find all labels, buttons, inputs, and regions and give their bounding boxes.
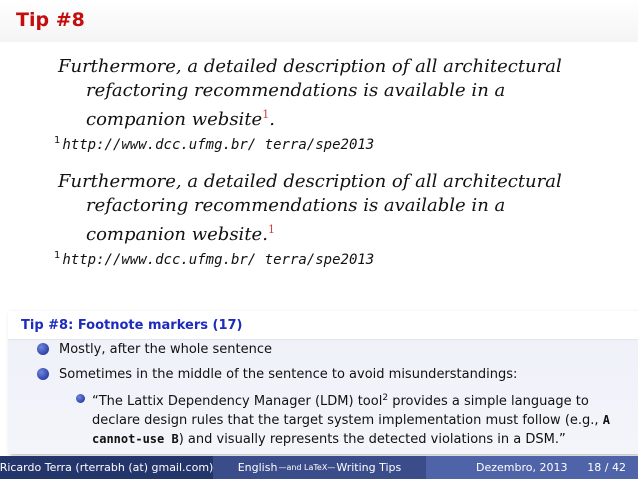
talk-title-part: Writing Tips [336, 461, 402, 474]
footer-bar [0, 456, 638, 479]
footnote-number: 1 [54, 135, 61, 146]
bullet-icon [37, 368, 49, 380]
page-counter: 18 / 42 [587, 461, 626, 474]
footer-date-pages [426, 456, 638, 479]
footnote-url: http://www.dcc.ufmg.br/ terra/spe2013 [62, 137, 375, 153]
footnote-marker: 2 [382, 393, 389, 403]
tip-block-header [8, 311, 638, 340]
example-1-text: Furthermore, a detailed description of all architectural refactoring recommendations is available in a companion website [58, 56, 562, 130]
example-2-text: Furthermore, a detailed description of all architectural refactoring recommendations is available in a companion website. [58, 171, 562, 245]
quote-part: “The Lattix Dependency Manager (LDM) tool [92, 394, 383, 409]
list-item: Mostly, after the whole sentence [59, 342, 273, 357]
footer-author: Ricardo Terra (rterrabh (at) gmail.com) [0, 456, 213, 479]
talk-title-part: English [237, 461, 278, 474]
quote-text [92, 389, 632, 449]
tip-block-title: Tip #8: Footnote markers (17) [21, 318, 243, 333]
footnote-url: http://www.dcc.ufmg.br/ terra/spe2013 [62, 252, 375, 268]
footer-date: Dezembro, 2013 [476, 461, 568, 474]
code-snippet: A cannot-use B [92, 413, 610, 446]
example-paragraph-1 [58, 55, 586, 132]
footnote-2 [54, 250, 374, 268]
footer-talk-title [213, 456, 426, 479]
sub-bullet-icon [76, 394, 85, 403]
slide-header [0, 0, 638, 42]
footnote-1 [54, 135, 374, 153]
footnote-number: 1 [54, 250, 61, 261]
example-paragraph-2 [58, 170, 586, 247]
bullet-icon [37, 343, 49, 355]
quote-part: provides a simple language to declare design rules that the target system implementation must follow (e.g., [92, 394, 603, 428]
talk-title-part: —and LaTeX— [278, 463, 336, 472]
list-item: Sometimes in the middle of the sentence to avoid misunderstandings: [59, 367, 518, 382]
slide-title: Tip #8 [16, 9, 85, 31]
quote-part: ) and visually represents the detected violations in a DSM.” [178, 432, 566, 447]
example-1-period: . [269, 109, 275, 130]
footnote-marker: 1 [267, 223, 275, 236]
footnote-marker: 1 [262, 108, 270, 121]
